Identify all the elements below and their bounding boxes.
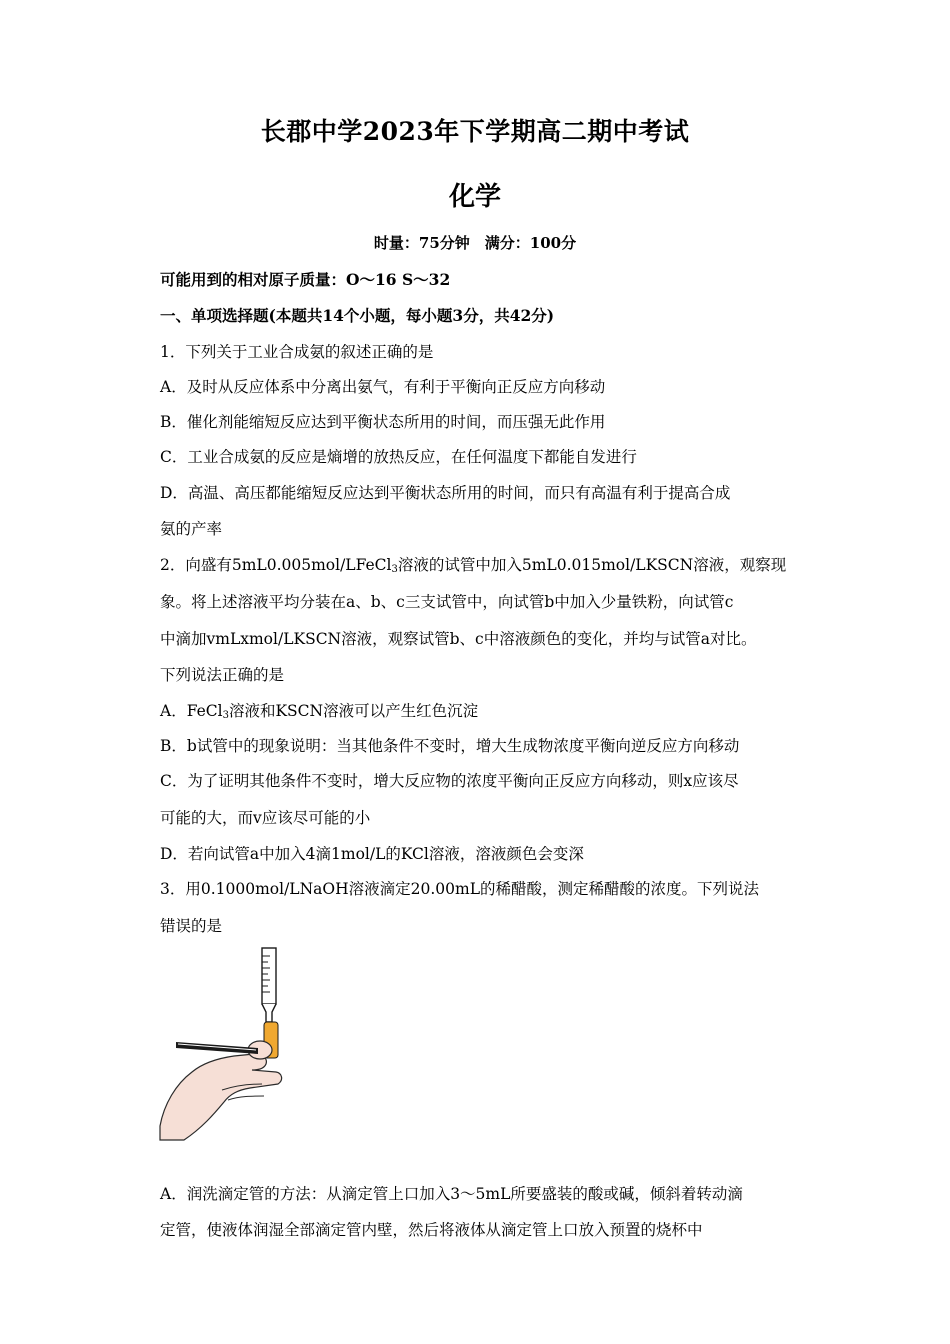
q2-option-a-text-1: A．FeCl: [160, 702, 223, 720]
burette-figure: [158, 944, 288, 1146]
q2-option-a: [160, 699, 800, 721]
exam-title: 长郡中学2023年下学期高二期中考试: [260, 117, 690, 146]
q1-stem: 1．下列关于工业合成氨的叙述正确的是: [160, 343, 434, 361]
subscript: 3: [222, 710, 229, 721]
q1-option-a: A．及时从反应体系中分离出氨气，有利于平衡向正反应方向移动: [160, 378, 606, 396]
q1-option-b: B．催化剂能缩短反应达到平衡状态所用的时间，而压强无此作用: [160, 413, 606, 431]
atomic-mass-note: 可能用到的相对原子质量：O～16 S～32: [160, 270, 451, 289]
q3-option-a-cont: 定管，使液体润湿全部滴定管内壁，然后将液体从滴定管上口放入预置的烧杯中: [160, 1221, 703, 1239]
q2-option-a-text-2: 溶液和KSCN溶液可以产生红色沉淀: [228, 702, 479, 720]
exam-info: 时量：75分钟 满分：100分: [373, 234, 577, 252]
q2-stem-line-2: 象。将上述溶液平均分装在a、b、c三支试管中，向试管b中加入少量铁粉，向试管c: [160, 593, 734, 611]
burette-tip: [176, 1042, 258, 1054]
hand-illustration: [160, 1054, 282, 1140]
subscript: 3: [391, 564, 398, 575]
subject-title: 化学: [448, 182, 501, 212]
q2-stem-line-1: [160, 553, 800, 575]
q2-stem-text-1: 2．向盛有5mL0.005mol/LFeCl: [160, 556, 392, 574]
q2-stem-text-2: 溶液的试管中加入5mL0.015mol/LKSCN溶液，观察现: [397, 556, 787, 574]
q1-option-d: D．高温、高压都能缩短反应达到平衡状态所用的时间，而只有高温有利于提高合成: [160, 484, 731, 502]
q2-option-d: D．若向试管a中加入4滴1mol/L的KCl溶液，溶液颜色会变深: [160, 845, 584, 863]
q3-stem-line-2: 错误的是: [160, 917, 223, 935]
q2-option-c-cont: 可能的大，而v应该尽可能的小: [160, 809, 371, 827]
q3-option-a: A．润洗滴定管的方法：从滴定管上口加入3～5mL所要盛装的酸或碱，倾斜着转动滴: [160, 1185, 743, 1203]
q1-option-d-cont: 氨的产率: [160, 520, 223, 538]
q2-option-b: B．b试管中的现象说明：当其他条件不变时，增大生成物浓度平衡向逆反应方向移动: [160, 737, 740, 755]
section-heading: 一、单项选择题(本题共14个小题，每小题3分，共42分): [160, 306, 555, 325]
q2-stem-line-3: 中滴加vmLxmol/LKSCN溶液，观察试管b、c中溶液颜色的变化，并均与试管a对比。: [160, 630, 757, 648]
q2-stem-line-4: 下列说法正确的是: [160, 666, 285, 684]
q1-option-c: C．工业合成氨的反应是熵增的放热反应，在任何温度下都能自发进行: [160, 448, 637, 466]
q3-stem-line-1: 3．用0.1000mol/LNaOH溶液滴定20.00mL的稀醋酸，测定稀醋酸的浓度。下列说法: [160, 880, 759, 898]
q2-option-c: C．为了证明其他条件不变时，增大反应物的浓度平衡向正反应方向移动，则x应该尽: [160, 772, 739, 790]
